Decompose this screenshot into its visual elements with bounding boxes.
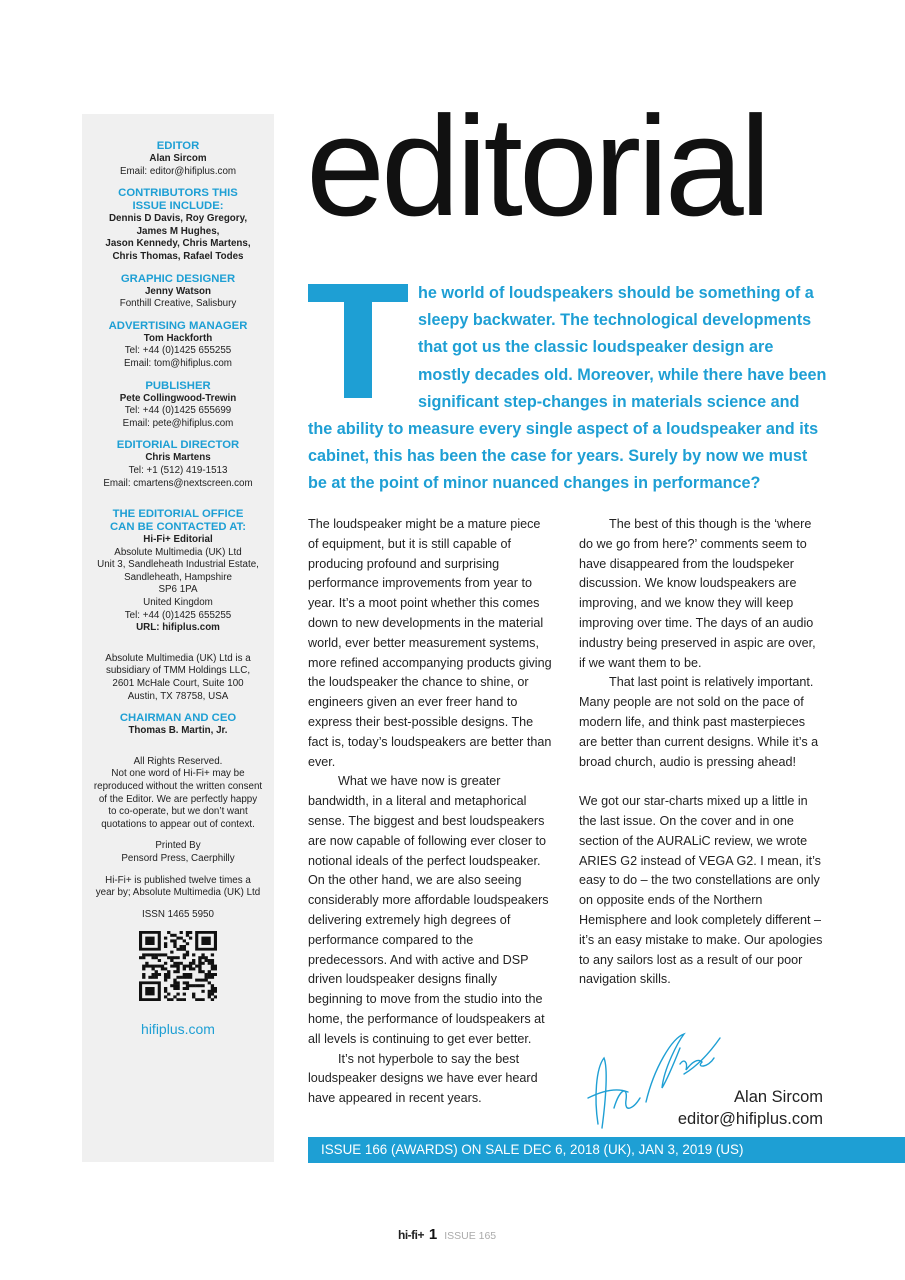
email-text: Email: pete@hifiplus.com <box>122 417 234 429</box>
section-heading: THE EDITORIAL OFFICE <box>112 508 244 521</box>
address-line: United Kingdom <box>143 597 213 609</box>
lead-text: he world of loudspeakers should be something of a sleepy backwater. The technological developments that got us the classic loudspeaker design are mostly decades old. Moreover, while there have been significant step-changes in materials science and the ability to measure every single aspect of a loudspeaker and its cabinet, this has been the case for years. Surely by now we must be at the point of minor nuanced changes in performance? <box>308 284 827 493</box>
address-line: Absolute Multimedia (UK) Ltd <box>114 546 242 558</box>
section-heading: EDITORIAL DIRECTOR <box>116 439 240 452</box>
section-heading: ISSUE INCLUDE: <box>132 200 224 213</box>
subsidiary-section <box>82 653 274 703</box>
body-column-right <box>579 515 825 990</box>
phone-text: Tel: +44 (0)1425 655255 <box>124 345 232 357</box>
office-url: URL: hifiplus.com <box>136 622 220 634</box>
qr-code[interactable] <box>139 931 217 1001</box>
signoff-name: Alan Sircom <box>734 1088 823 1106</box>
rights-section <box>82 756 274 832</box>
email-text: Email: cmartens@nextscreen.com <box>103 477 253 489</box>
hifi-logo: hi-fi+ <box>398 1228 424 1242</box>
address-line: Sandleheath, Hampshire <box>124 571 232 583</box>
editor-section <box>82 140 274 178</box>
rights-line: of the Editor. We are perfectly happy <box>98 793 258 805</box>
rights-line: quotations to appear out of context. <box>101 818 255 830</box>
rights-line: reproduced without the written consent <box>93 781 263 792</box>
rights-line: All Rights Reserved. <box>133 755 223 767</box>
phone-text: Tel: +1 (512) 419-1513 <box>128 464 228 476</box>
publication-section <box>82 875 274 900</box>
section-heading: PUBLISHER <box>145 379 211 392</box>
section-heading: ADVERTISING MANAGER <box>108 319 248 332</box>
person-name: Thomas B. Martin, Jr. <box>128 725 228 737</box>
body-paragraph: It’s not hyperbole to say the best loudspeaker designs we have ever heard have appeared in recent years. <box>308 1051 538 1106</box>
lead-paragraph <box>308 280 828 498</box>
contributor-line: Dennis D Davis, Roy Gregory, <box>108 213 248 225</box>
drop-cap <box>308 280 410 414</box>
section-heading: CONTRIBUTORS THIS <box>118 187 238 200</box>
phone-text: Tel: +44 (0)1425 655699 <box>124 405 232 417</box>
section-heading: CHAIRMAN AND CEO <box>119 712 237 725</box>
issn-text: ISSN 1465 5950 <box>142 908 214 920</box>
director-section <box>82 439 274 490</box>
contributor-line: Chris Thomas, Rafael Todes <box>112 250 244 262</box>
section-heading: GRAPHIC DESIGNER <box>120 272 236 285</box>
email-text: Email: tom@hifiplus.com <box>124 357 232 369</box>
section-heading: EDITOR <box>156 140 200 152</box>
publication-line: year by; Absolute Multimedia (UK) Ltd <box>95 887 261 899</box>
person-name: Alan Sircom <box>149 153 207 164</box>
person-name: Pete Collingwood-Trewin <box>119 392 237 404</box>
address-line: SP6 1PA <box>158 584 198 596</box>
contributor-line: Jason Kennedy, Chris Martens, <box>105 238 251 250</box>
next-issue-banner: ISSUE 166 (AWARDS) ON SALE DEC 6, 2018 (UK), JAN 3, 2019 (US) <box>308 1137 905 1163</box>
body-column-left <box>308 515 554 1109</box>
person-name: Chris Martens <box>145 452 211 464</box>
email-text: Email: editor@hifiplus.com <box>119 165 237 177</box>
advertising-section <box>82 320 274 371</box>
body-paragraph: We got our star-charts mixed up a little in the last issue. On the cover and in one section of the AURALiC review, we wrote ARIES G2 instead of VEGA G2. I mean, it’s easy to do – the two constellations are only on opposite ends of the Northern Hemisphere and look completely different – it’s an easy mistake to make. Our apologies to any sailors lost as a result of our poor navigation skills. <box>579 794 823 987</box>
page-number: 1 <box>428 1226 438 1243</box>
person-name: Jenny Watson <box>144 285 212 297</box>
subsidiary-line: Austin, TX 78758, USA <box>127 690 229 702</box>
printer-section <box>82 840 274 865</box>
printer-line: Pensord Press, Caerphilly <box>121 852 235 864</box>
page-title: editorial <box>306 87 768 246</box>
publication-line: Hi-Fi+ is published twelve times a <box>105 874 251 886</box>
chairman-section <box>82 712 274 738</box>
signoff-email[interactable]: editor@hifiplus.com <box>677 1110 823 1128</box>
person-name: Tom Hackforth <box>143 332 213 344</box>
subsidiary-line: subsidiary of TMM Holdings LLC, <box>105 665 251 677</box>
section-heading: CAN BE CONTACTED AT: <box>110 521 246 534</box>
issue-label: ISSUE 165 <box>444 1230 497 1242</box>
body-paragraph: That last point is relatively important. Many people are not sold on the pace of modern life, and think past masterpieces are better than current designs. While it’s a broad church, audio is pressing ahead! <box>579 675 819 769</box>
publisher-section <box>82 380 274 431</box>
body-paragraph: The loudspeaker might be a mature piece of equipment, but it is still capable of producing profound and surprising performance improvements from year to year. It’s a moot point whether this comes down to new developments in the material world, ever better measurement systems, more refined accompanying products giving the loudspeaker the chance to shine, or engineers given an ever freer hand to express their best-possible designs. The fact is, today’s loudspeakers are better than ever. <box>308 517 552 769</box>
designer-section <box>82 273 274 311</box>
subsidiary-line: Absolute Multimedia (UK) Ltd is a <box>105 652 251 664</box>
phone-text: Tel: +44 (0)1425 655255 <box>124 609 232 621</box>
body-paragraph: What we have now is greater bandwidth, in a literal and metaphorical sense. The biggest and best loudspeakers are now capable of following ever closer to notional ideals of the perfect loudspeaker. On the other hand, we are also seeing considerably more affordable loudspeakers delivering extremely high degrees of performance compared to the predecessors. And with active and DSP driven loudspeaker designs finally beginning to move from the studio into the home, the performance of loudspeakers at all levels is continuing to get ever better. <box>308 774 549 1046</box>
signoff <box>678 1086 823 1130</box>
body-paragraph: The best of this though is the ‘where do we go from here?’ comments seem to have disappeared from the loudspeker discussion. We know loudspeakers are improving, and we know they will keep improving over time. The days of an audio industry being preserved in aspic are over, if we want them to be. <box>579 517 816 670</box>
masthead-sidebar <box>82 114 274 1162</box>
subsidiary-line: 2601 McHale Court, Suite 100 <box>112 678 244 690</box>
rights-line: Not one word of Hi-Fi+ may be <box>111 768 245 780</box>
company-text: Fonthill Creative, Salisbury <box>119 298 237 310</box>
contributors-section <box>82 187 274 263</box>
office-name: Hi-Fi+ Editorial <box>143 534 213 546</box>
printer-line: Printed By <box>155 840 201 852</box>
website-link[interactable]: hifiplus.com <box>141 1021 215 1038</box>
office-section <box>82 508 274 635</box>
contributor-line: James M Hughes, <box>136 225 220 237</box>
address-line: Unit 3, Sandleheath Industrial Estate, <box>97 559 259 571</box>
page-footer <box>398 1226 496 1243</box>
rights-line: to co-operate, but we don’t want <box>108 806 248 818</box>
